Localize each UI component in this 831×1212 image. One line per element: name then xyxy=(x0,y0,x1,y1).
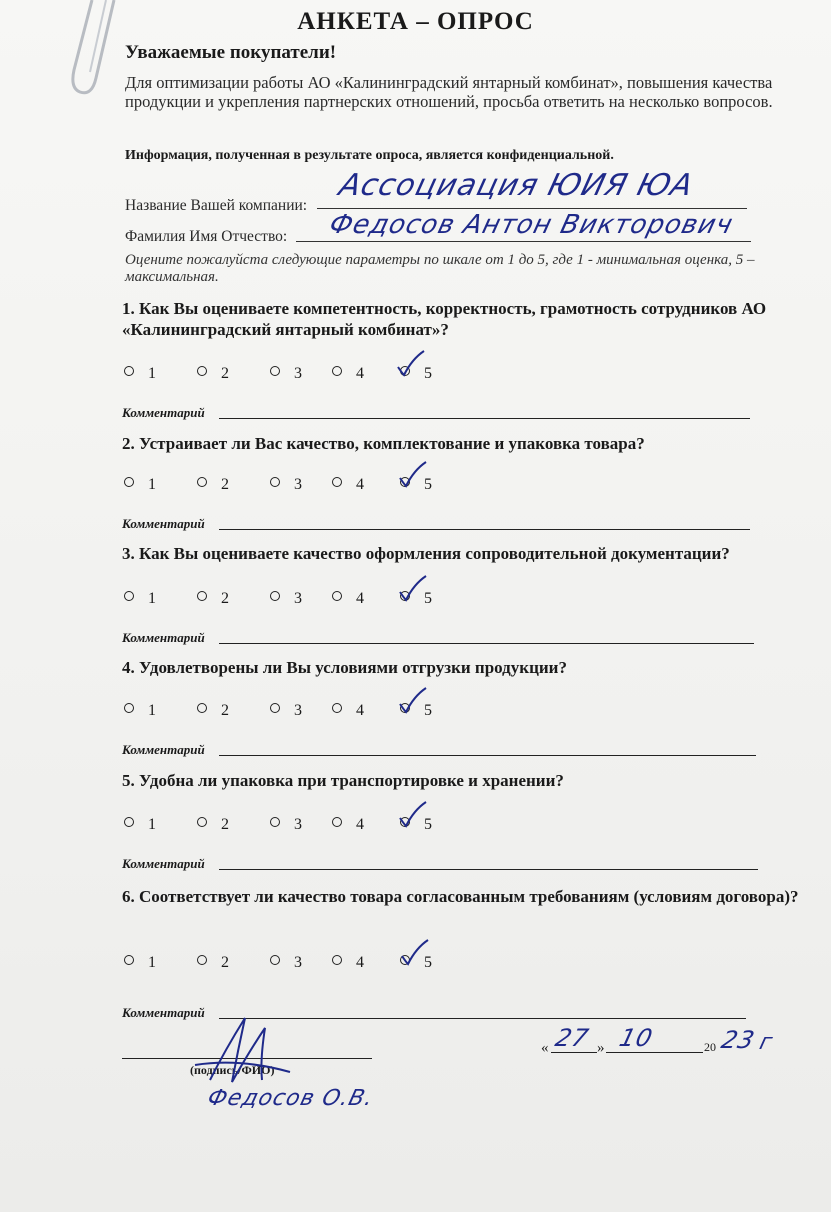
radio-icon[interactable] xyxy=(124,703,134,713)
radio-icon[interactable] xyxy=(124,955,134,965)
company-line xyxy=(317,208,747,209)
option-5[interactable]: 5 xyxy=(400,954,432,972)
option-1[interactable]: 1 xyxy=(124,476,156,494)
question-5: 5. Удобна ли упаковка при транспортировке и хранении? xyxy=(122,771,564,790)
company-field[interactable]: Ассоциация ЮИЯ ЮА xyxy=(335,168,698,203)
date-close-quote: » xyxy=(597,1040,605,1056)
comment-label: Комментарий xyxy=(122,856,205,871)
option-1[interactable]: 1 xyxy=(124,816,156,834)
page-title: АНКЕТА – ОПРОС xyxy=(297,8,534,35)
option-2[interactable]: 2 xyxy=(197,816,229,834)
rating-row-2 xyxy=(122,476,462,500)
option-2[interactable]: 2 xyxy=(197,365,229,383)
option-1[interactable]: 1 xyxy=(124,365,156,383)
option-3[interactable]: 3 xyxy=(270,702,302,720)
signature-name: Федосов О.В. xyxy=(204,1086,377,1111)
company-label: Название Вашей компании: xyxy=(125,197,308,214)
intro-text: Для оптимизации работы АО «Калининградский янтарный комбинат», повышения качества продукции и укрепления партнерских отношений, просьба ответить на несколько вопросов. xyxy=(125,73,773,111)
comment-line xyxy=(219,418,750,419)
option-5[interactable]: 5 xyxy=(400,365,432,383)
option-5[interactable]: 5 xyxy=(400,816,432,834)
question-6: 6. Соответствует ли качество товара согласованным требованиям (условиям договора)? xyxy=(122,887,799,906)
comment-line xyxy=(219,869,758,870)
radio-icon[interactable] xyxy=(332,955,342,965)
checkmark-icon xyxy=(394,349,428,379)
radio-icon[interactable] xyxy=(124,477,134,487)
rating-row-6 xyxy=(122,954,462,978)
option-1[interactable]: 1 xyxy=(124,590,156,608)
radio-icon[interactable] xyxy=(124,817,134,827)
option-4[interactable]: 4 xyxy=(332,954,364,972)
radio-icon[interactable] xyxy=(197,366,207,376)
radio-icon[interactable] xyxy=(332,591,342,601)
comment-line xyxy=(219,529,750,530)
comment-label: Комментарий xyxy=(122,516,205,531)
date-day[interactable]: 27 xyxy=(552,1024,593,1052)
comment-label: Комментарий xyxy=(122,630,205,645)
comment-line xyxy=(219,643,754,644)
confidential-note: Информация, полученная в результате опроса, является конфиденциальной. xyxy=(125,148,614,163)
option-3[interactable]: 3 xyxy=(270,816,302,834)
checkmark-icon xyxy=(396,574,430,604)
option-4[interactable]: 4 xyxy=(332,476,364,494)
date-year-mark: г xyxy=(756,1030,776,1055)
radio-icon[interactable] xyxy=(197,477,207,487)
date-month[interactable]: 10 xyxy=(616,1024,657,1052)
radio-icon[interactable] xyxy=(332,477,342,487)
radio-icon[interactable] xyxy=(270,703,280,713)
radio-icon[interactable] xyxy=(197,703,207,713)
rating-row-5 xyxy=(122,816,462,840)
radio-icon[interactable] xyxy=(124,591,134,601)
radio-icon[interactable] xyxy=(270,955,280,965)
comment-4[interactable] xyxy=(122,741,756,759)
radio-icon[interactable] xyxy=(332,366,342,376)
option-1[interactable]: 1 xyxy=(124,702,156,720)
radio-icon[interactable] xyxy=(197,955,207,965)
comment-label: Комментарий xyxy=(122,405,205,420)
option-3[interactable]: 3 xyxy=(270,590,302,608)
checkmark-icon xyxy=(396,800,430,830)
signature-label: (подпись/ФИО) xyxy=(190,1063,275,1077)
option-4[interactable]: 4 xyxy=(332,365,364,383)
question-1: 1. Как Вы оцениваете компетентность, корректность, грамотность сотрудников АО «Калининградский янтарный комбинат»? xyxy=(122,299,767,339)
rating-row-3 xyxy=(122,590,462,614)
rating-row-4 xyxy=(122,702,462,726)
option-2[interactable]: 2 xyxy=(197,702,229,720)
name-line xyxy=(296,241,751,242)
scale-note: Оцените пожалуйста следующие параметры по шкале от 1 до 5, где 1 - минимальная оценка, 5 – максимальная. xyxy=(125,252,755,285)
radio-icon[interactable] xyxy=(124,366,134,376)
option-3[interactable]: 3 xyxy=(270,365,302,383)
name-field[interactable]: Федосов Антон Викторович xyxy=(326,210,737,240)
option-4[interactable]: 4 xyxy=(332,702,364,720)
question-2: 2. Устраивает ли Вас качество, комплектование и упаковка товара? xyxy=(122,434,645,453)
radio-icon[interactable] xyxy=(270,591,280,601)
radio-icon[interactable] xyxy=(332,703,342,713)
date-month-line xyxy=(606,1052,703,1053)
date-open-quote: « xyxy=(541,1040,549,1056)
rating-row-1 xyxy=(122,365,462,389)
comment-3[interactable] xyxy=(122,629,754,647)
radio-icon[interactable] xyxy=(270,817,280,827)
greeting: Уважаемые покупатели! xyxy=(125,42,337,63)
radio-icon[interactable] xyxy=(332,817,342,827)
option-3[interactable]: 3 xyxy=(270,476,302,494)
comment-line xyxy=(219,755,756,756)
option-4[interactable]: 4 xyxy=(332,816,364,834)
option-3[interactable]: 3 xyxy=(270,954,302,972)
radio-icon[interactable] xyxy=(270,366,280,376)
comment-label: Комментарий xyxy=(122,1005,205,1020)
option-2[interactable]: 2 xyxy=(197,476,229,494)
radio-icon[interactable] xyxy=(197,591,207,601)
option-1[interactable]: 1 xyxy=(124,954,156,972)
date-day-line xyxy=(551,1052,597,1053)
checkmark-icon xyxy=(396,460,430,490)
option-2[interactable]: 2 xyxy=(197,954,229,972)
question-4: 4. Удовлетворены ли Вы условиями отгрузки продукции? xyxy=(122,658,567,677)
radio-icon[interactable] xyxy=(197,817,207,827)
option-5[interactable]: 5 xyxy=(400,476,432,494)
name-label: Фамилия Имя Отчество: xyxy=(125,228,288,245)
option-2[interactable]: 2 xyxy=(197,590,229,608)
date-year-prefix: 20 xyxy=(704,1040,716,1054)
option-5[interactable]: 5 xyxy=(400,702,432,720)
comment-2[interactable] xyxy=(122,515,750,533)
date-year[interactable]: 23 xyxy=(718,1026,759,1054)
comment-1[interactable] xyxy=(122,404,750,422)
comment-5[interactable] xyxy=(122,855,758,873)
option-4[interactable]: 4 xyxy=(332,590,364,608)
option-5[interactable]: 5 xyxy=(400,590,432,608)
checkmark-icon xyxy=(396,686,430,716)
checkmark-icon xyxy=(398,938,432,968)
radio-icon[interactable] xyxy=(270,477,280,487)
signature-scribble xyxy=(190,1010,300,1090)
comment-label: Комментарий xyxy=(122,742,205,757)
question-3: 3. Как Вы оцениваете качество оформления сопроводительной документации? xyxy=(122,544,730,563)
